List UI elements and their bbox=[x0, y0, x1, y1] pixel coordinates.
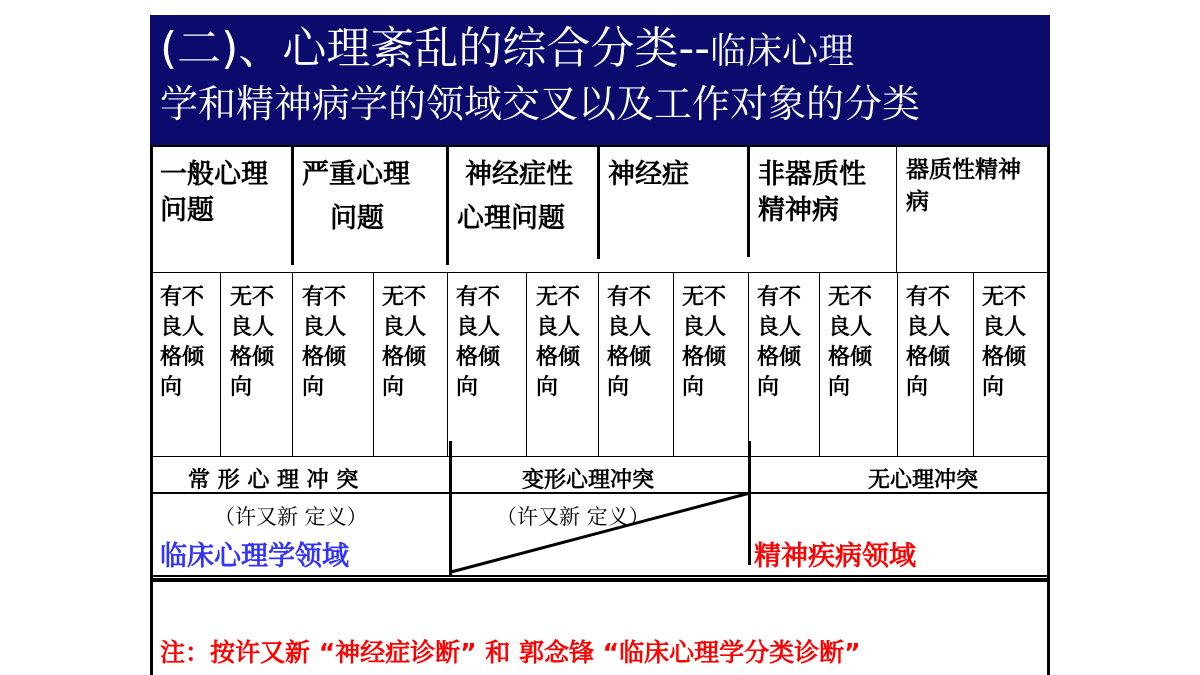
category-4-line1: 神经症 bbox=[608, 159, 689, 190]
subcategory-cell: 无不良人格倾向 bbox=[536, 285, 581, 400]
category-5-line1: 非器质性 bbox=[758, 159, 866, 190]
subcategory-cell: 有不良人格倾向 bbox=[302, 285, 347, 400]
category-3-line1: 神经症性 bbox=[465, 159, 573, 190]
category-1-line2: 问题 bbox=[160, 195, 214, 226]
conflict-deformed: 变形心理冲突 bbox=[522, 468, 655, 493]
subcategory-cell: 无不良人格倾向 bbox=[682, 285, 727, 400]
category-5-line2: 精神病 bbox=[758, 195, 839, 226]
subcategory-cell: 有不良人格倾向 bbox=[160, 285, 205, 400]
subcategory-cell: 无不良人格倾向 bbox=[382, 285, 427, 400]
title-sub: 临床心理 bbox=[710, 31, 855, 72]
conflict-none: 无心理冲突 bbox=[868, 468, 979, 493]
definition-deformed: （许又新 定义） bbox=[496, 505, 650, 529]
subcategory-cell: 有不良人格倾向 bbox=[906, 285, 951, 400]
subcategory-cell: 有不良人格倾向 bbox=[607, 285, 652, 400]
category-3-line2: 心理问题 bbox=[457, 203, 565, 234]
definition-normal: （许又新 定义） bbox=[214, 505, 368, 529]
subcategory-cell: 无不良人格倾向 bbox=[982, 285, 1027, 400]
slide-title-line2: 学和精神病学的领域交叉以及工作对象的分类 bbox=[160, 82, 921, 126]
subcategory-cell: 无不良人格倾向 bbox=[230, 285, 275, 400]
title-main: (二)、心理紊乱的综合分类-- bbox=[160, 23, 711, 74]
subcategory-cell: 有不良人格倾向 bbox=[757, 285, 802, 400]
category-2-line2: 问题 bbox=[330, 203, 384, 234]
footnote: 注：按许又新 “神经症诊断” 和 郭念锋 “临床心理学分类诊断” bbox=[160, 638, 861, 667]
category-1-line1: 一般心理 bbox=[160, 159, 268, 190]
category-6-line2: 病 bbox=[906, 189, 929, 215]
category-2-line1: 严重心理 bbox=[302, 159, 410, 190]
category-6-line1: 器质性精神 bbox=[906, 157, 1021, 183]
slide bbox=[150, 15, 1050, 675]
domain-psychiatric: 精神疾病领域 bbox=[754, 541, 916, 572]
conflict-normal: 常 形 心 理 冲 突 bbox=[188, 468, 359, 493]
domain-clinical: 临床心理学领域 bbox=[160, 541, 349, 572]
subcategory-cell: 有不良人格倾向 bbox=[456, 285, 501, 400]
subcategory-cell: 无不良人格倾向 bbox=[828, 285, 873, 400]
